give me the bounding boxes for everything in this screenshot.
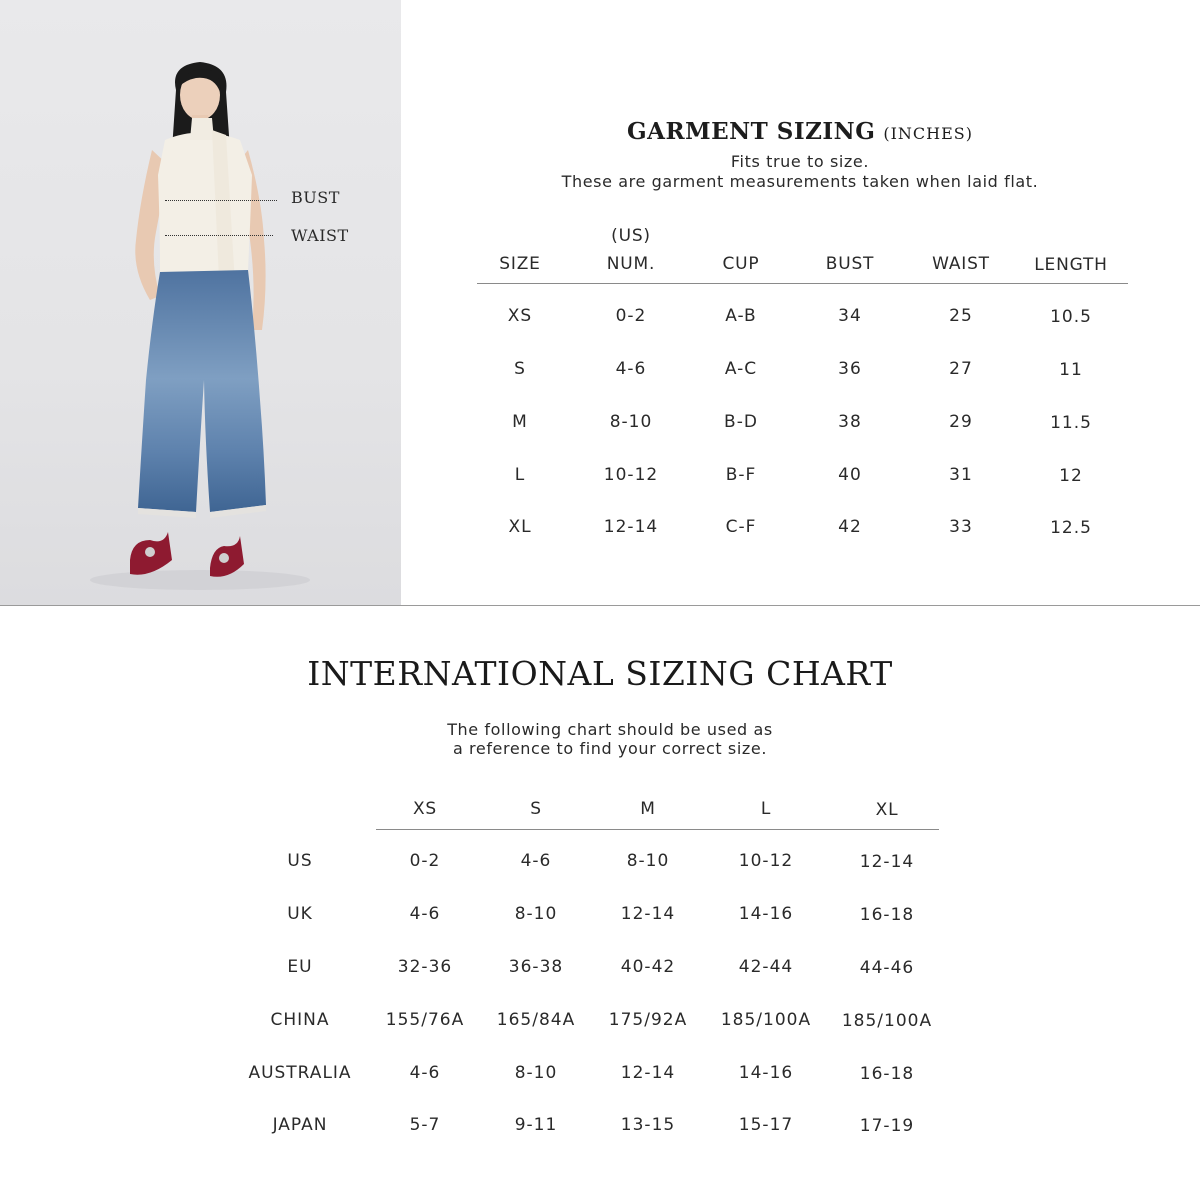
garment-cell: 38 — [838, 412, 862, 432]
intl-row-label: EU — [287, 957, 313, 977]
waist-measure-line — [165, 235, 273, 236]
intl-cell: 12-14 — [859, 852, 915, 872]
intl-cell: 13-15 — [620, 1115, 676, 1135]
intl-cell: 185/100A — [841, 1011, 933, 1031]
intl-cell: 16-18 — [859, 905, 915, 925]
intl-row-label: UK — [287, 904, 313, 924]
garment-subtitle-2: These are garment measurements taken when laid flat. — [561, 172, 1039, 191]
garment-header-num: NUM. — [606, 254, 656, 274]
intl-cell: 42-44 — [738, 957, 794, 977]
garment-subtitle-1: Fits true to size. — [730, 152, 870, 171]
garment-header-us-prefix: (US) — [611, 226, 651, 246]
intl-cell: 12-14 — [620, 904, 676, 924]
garment-cell: 4-6 — [615, 359, 647, 379]
garment-cell: M — [512, 412, 528, 432]
garment-header-waist: WAIST — [932, 254, 990, 274]
intl-cell: 32-36 — [397, 957, 453, 977]
intl-cell: 9-11 — [514, 1115, 558, 1135]
garment-cell: A-B — [725, 306, 757, 326]
garment-cell: XS — [507, 306, 533, 326]
garment-cell: 11.5 — [1050, 413, 1092, 433]
section-divider — [0, 605, 1200, 606]
bust-label: BUST — [291, 188, 340, 207]
intl-header-l: L — [760, 799, 772, 819]
intl-row-label: JAPAN — [272, 1115, 328, 1135]
garment-cell: A-C — [724, 359, 758, 379]
garment-cell: 12.5 — [1050, 518, 1092, 538]
garment-cell: 10-12 — [603, 465, 659, 485]
garment-cell: 8-10 — [609, 412, 653, 432]
garment-cell: 12-14 — [603, 517, 659, 537]
intl-header-m: M — [640, 799, 656, 819]
intl-row-label: CHINA — [270, 1010, 330, 1030]
garment-cell: B-F — [725, 465, 757, 485]
intl-cell: 40-42 — [620, 957, 676, 977]
intl-cell: 4-6 — [520, 851, 552, 871]
intl-cell: 10-12 — [738, 851, 794, 871]
waist-label: WAIST — [291, 226, 349, 245]
garment-cell: 34 — [838, 306, 862, 326]
international-sizing-title: INTERNATIONAL SIZING CHART — [307, 654, 893, 693]
intl-cell: 5-7 — [409, 1115, 441, 1135]
intl-cell: 4-6 — [409, 904, 441, 924]
garment-cell: 29 — [949, 412, 973, 432]
intl-header-rule — [376, 829, 939, 830]
model-figure-illustration — [0, 0, 401, 606]
garment-header-size: SIZE — [499, 254, 541, 274]
intl-header-xl: XL — [875, 800, 899, 820]
intl-cell: 165/84A — [496, 1010, 576, 1030]
bust-measure-line — [165, 200, 277, 201]
intl-cell: 185/100A — [720, 1010, 812, 1030]
intl-row-label: AUSTRALIA — [248, 1063, 352, 1083]
garment-cell: L — [514, 465, 526, 485]
intl-header-s: S — [530, 799, 542, 819]
garment-cell: 12 — [1059, 466, 1083, 486]
garment-cell: S — [514, 359, 526, 379]
intl-header-xs: XS — [412, 799, 438, 819]
garment-cell: 31 — [949, 465, 973, 485]
intl-row-label: US — [287, 851, 313, 871]
model-photo — [0, 0, 401, 606]
garment-cell: B-D — [724, 412, 758, 432]
garment-cell: 25 — [949, 306, 973, 326]
intl-cell: 155/76A — [385, 1010, 465, 1030]
international-subtitle-2: a reference to find your correct size. — [452, 739, 768, 758]
garment-cell: 10.5 — [1050, 307, 1092, 327]
intl-cell: 17-19 — [859, 1116, 915, 1136]
garment-cell: 40 — [838, 465, 862, 485]
intl-cell: 44-46 — [859, 958, 915, 978]
international-subtitle-1: The following chart should be used as — [447, 720, 773, 739]
intl-cell: 0-2 — [409, 851, 441, 871]
garment-cell: XL — [508, 517, 532, 537]
intl-cell: 14-16 — [738, 1063, 794, 1083]
intl-cell: 8-10 — [626, 851, 670, 871]
garment-cell: 0-2 — [615, 306, 647, 326]
intl-cell: 175/92A — [608, 1010, 688, 1030]
garment-cell: 42 — [838, 517, 862, 537]
garment-header-length: LENGTH — [1034, 255, 1108, 275]
intl-cell: 8-10 — [514, 904, 558, 924]
garment-unit-text: (INCHES) — [883, 124, 973, 143]
intl-cell: 14-16 — [738, 904, 794, 924]
garment-cell: 36 — [838, 359, 862, 379]
intl-cell: 15-17 — [738, 1115, 794, 1135]
intl-cell: 8-10 — [514, 1063, 558, 1083]
intl-cell: 36-38 — [508, 957, 564, 977]
intl-cell: 12-14 — [620, 1063, 676, 1083]
garment-cell: 11 — [1059, 360, 1083, 380]
garment-cell: C-F — [725, 517, 757, 537]
garment-cell: 33 — [949, 517, 973, 537]
garment-header-cup: CUP — [722, 254, 760, 274]
intl-cell: 16-18 — [859, 1064, 915, 1084]
garment-cell: 27 — [949, 359, 973, 379]
garment-header-rule — [477, 283, 1128, 284]
intl-cell: 4-6 — [409, 1063, 441, 1083]
garment-title-text: GARMENT SIZING — [627, 118, 876, 145]
garment-header-bust: BUST — [825, 254, 875, 274]
garment-sizing-title — [560, 118, 1040, 145]
